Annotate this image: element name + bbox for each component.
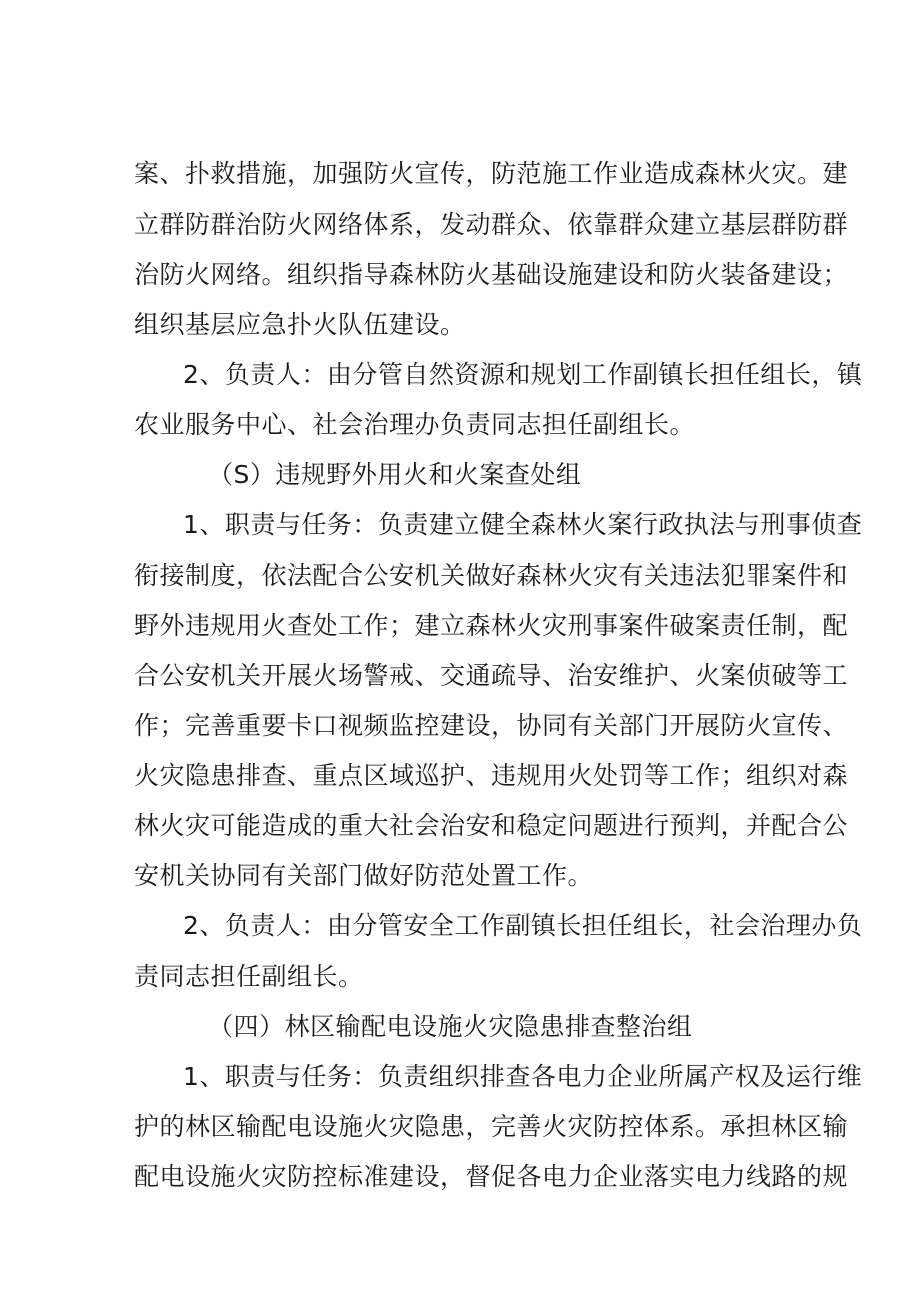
paragraph-line: 组织基层应急扑火队伍建设。 [134,310,466,339]
paragraph-line: 合公安机关开展火场警戒、交通疏导、治安维护、火案侦破等工 [134,661,849,690]
section-heading: （S）违规野外用火和火案查处组 [208,460,582,489]
paragraph-line: 2、负责人：由分管自然资源和规划工作副镇长担任组长，镇 [183,360,863,389]
paragraph-line: 1、职责与任务：负责组织排查各电力企业所属产权及运行维 [183,1062,863,1091]
paragraph-line: 火灾隐患排查、重点区域巡护、违规用火处罚等工作；组织对森 [134,761,849,790]
paragraph-line: 衔接制度，依法配合公安机关做好森林火灾有关违法犯罪案件和 [134,561,849,590]
paragraph-line: 野外违规用火查处工作；建立森林火灾刑事案件破案责任制，配 [134,611,849,640]
paragraph-line: 作；完善重要卡口视频监控建设，协同有关部门开展防火宣传、 [134,711,849,740]
paragraph-line: 1、职责与任务：负责建立健全森林火案行政执法与刑事侦查 [183,510,863,539]
paragraph-line: 安机关协同有关部门做好防范处置工作。 [134,861,594,890]
paragraph-line: 责同志担任副组长。 [134,962,364,991]
paragraph-line: 案、扑救措施，加强防火宣传，防范施工作业造成森林火灾。建 [134,159,849,188]
paragraph-line: 立群防群治防火网络体系，发动群众、依靠群众建立基层群防群 [134,210,849,239]
paragraph-line: 配电设施火灾防控标准建设，督促各电力企业落实电力线路的规 [134,1162,849,1191]
paragraph-line: 2、负责人：由分管安全工作副镇长担任组长，社会治理办负 [183,911,863,940]
section-heading: （四）林区输配电设施火灾隐患排查整治组 [208,1012,693,1041]
paragraph-line: 农业服务中心、社会治理办负责同志担任副组长。 [134,410,696,439]
paragraph-line: 治防火网络。组织指导森林防火基础设施建设和防火装备建设； [134,260,849,289]
paragraph-line: 护的林区输配电设施火灾隐患，完善火灾防控体系。承担林区输 [134,1112,849,1141]
paragraph-line: 林火灾可能造成的重大社会治安和稳定问题进行预判，并配合公 [134,811,849,840]
